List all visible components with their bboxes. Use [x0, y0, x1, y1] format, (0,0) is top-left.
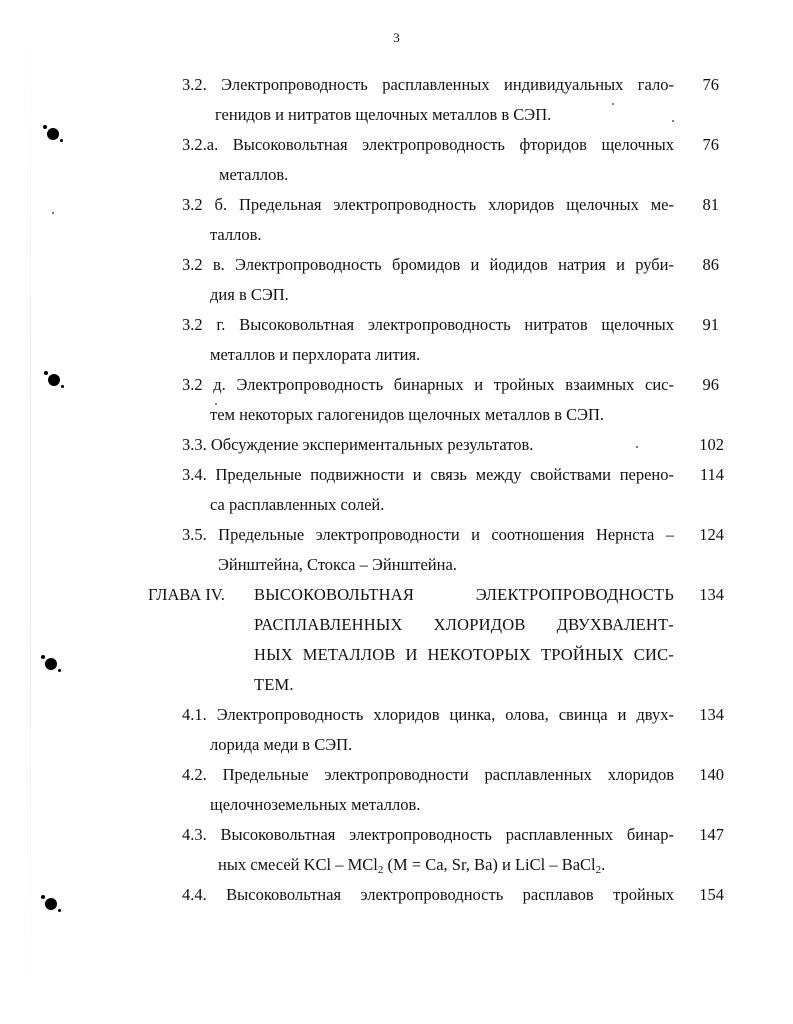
toc-entry-3-3	[182, 430, 674, 460]
toc-entry-line: 3.2 б. Предельная электропроводность хлоридов щелочных ме-	[182, 195, 674, 214]
scan-speck	[612, 103, 614, 105]
scan-blot-mark	[47, 128, 59, 140]
scan-speck	[215, 403, 217, 405]
toc-entry-line: тем некоторых галогенидов щелочных металлов в СЭП.	[210, 405, 605, 424]
toc-entry-3-4	[182, 460, 674, 520]
page-number: 3	[393, 30, 400, 45]
toc-entry-line: 4.2. Предельные электропроводности расплавленных хлоридов	[182, 765, 674, 784]
scan-speck	[52, 212, 54, 214]
scan-speck	[636, 446, 638, 448]
scan-blot-mark	[48, 374, 60, 386]
toc-entry-line: Эйнштейна, Стокса – Эйнштейна.	[218, 555, 457, 574]
subscript: 2	[377, 864, 384, 876]
scan-speck	[672, 120, 674, 122]
toc-page-number: 76	[702, 75, 719, 94]
subscript: 2	[595, 864, 602, 876]
toc-page-number: 134	[699, 585, 724, 604]
toc-entry-line: 3.4. Предельные подвижности и связь между свойствами перено-	[182, 465, 674, 484]
toc-page-number: 86	[702, 255, 719, 274]
toc-page-number: 147	[699, 825, 724, 844]
toc-page-number: 154	[699, 885, 724, 904]
toc-page-number: 102	[699, 435, 724, 454]
toc-entry-3-2a	[182, 130, 674, 190]
toc-entry-line: 4.4. Высоковольтная электропроводность расплавов тройных	[182, 885, 674, 904]
toc-entry-4-3	[182, 820, 674, 880]
toc-entry-line: 3.2 в. Электропроводность бромидов и йодидов натрия и руби-	[182, 255, 674, 274]
toc-entry-line: таллов.	[210, 225, 262, 244]
toc-entry-line: са расплавленных солей.	[210, 495, 385, 514]
toc-entry-line: 4.3. Высоковольтная электропроводность расплавленных бинар-	[182, 825, 674, 844]
toc-page-number: 81	[702, 195, 719, 214]
toc-entry-line: металлов.	[219, 165, 289, 184]
toc-page-number: 91	[702, 315, 719, 334]
toc-entry-3-5	[182, 520, 674, 580]
toc-entry-line: 3.2. Электропроводность расплавленных индивидуальных гало-	[182, 75, 674, 94]
toc-entry-3-2	[182, 70, 674, 130]
toc-page-number: 114	[699, 465, 724, 484]
toc-entry-line: дия в СЭП.	[210, 285, 289, 304]
chapter-title	[254, 580, 674, 700]
toc-entry-3-2b	[182, 190, 674, 250]
scan-blot-mark	[45, 658, 57, 670]
scan-edge-shadow	[30, 0, 31, 1024]
toc-entry-line: лорида меди в СЭП.	[210, 735, 353, 754]
toc-entry-4-4	[182, 880, 674, 910]
toc-entry-line: генидов и нитратов щелочных металлов в СЭП.	[215, 105, 552, 124]
toc-entry-4-1	[182, 700, 674, 760]
toc-entry-line: 3.2 г. Высоковольтная электропроводность нитратов щелочных	[182, 315, 674, 334]
chapter-title-line: ТЕМ.	[254, 675, 294, 694]
toc-entry-line: 3.2.а. Высоковольтная электропроводность фторидов щелочных	[182, 135, 674, 154]
toc-entry-line: 3.5. Предельные электропроводности и соотношения Нернста –	[182, 525, 674, 544]
toc-entry-line: металлов и перхлората лития.	[210, 345, 421, 364]
toc-entry-line	[182, 850, 674, 880]
toc-page-number: 124	[699, 525, 724, 544]
formula-part: (M = Ca, Sr, Ba) и LiCl – BaCl	[383, 855, 596, 874]
chapter-title-line: РАСПЛАВЛЕННЫХ ХЛОРИДОВ ДВУХВАЛЕНТ-	[254, 615, 674, 634]
formula-part: ных смесей KCl – MCl	[218, 855, 378, 874]
toc-entry-line: щелочноземельных металлов.	[210, 795, 421, 814]
toc-page-number: 134	[699, 705, 724, 724]
chapter-title-line: НЫХ МЕТАЛЛОВ И НЕКОТОРЫХ ТРОЙНЫХ СИС-	[254, 645, 674, 664]
toc-entry-line: 3.3. Обсуждение экспериментальных результатов.	[182, 435, 534, 454]
toc-entry-3-2v	[182, 250, 674, 310]
formula-part: .	[601, 855, 606, 874]
toc-entry-line: 4.1. Электропроводность хлоридов цинка, олова, свинца и двух-	[182, 705, 674, 724]
toc-entry-4-2	[182, 760, 674, 820]
chapter-title-line: ВЫСОКОВОЛЬТНАЯ ЭЛЕКТРОПРОВОДНОСТЬ	[254, 585, 674, 604]
chapter-label: ГЛАВА IV.	[148, 585, 225, 604]
toc-page-number: 140	[699, 765, 724, 784]
toc-entry-line: 3.2 д. Электропроводность бинарных и тройных взаимных сис-	[182, 375, 674, 394]
toc-page-number: 96	[702, 375, 719, 394]
scan-blot-mark	[45, 898, 57, 910]
toc-entry-3-2g	[182, 310, 674, 370]
toc-page-number: 76	[702, 135, 719, 154]
toc-entry-3-2d	[182, 370, 674, 430]
